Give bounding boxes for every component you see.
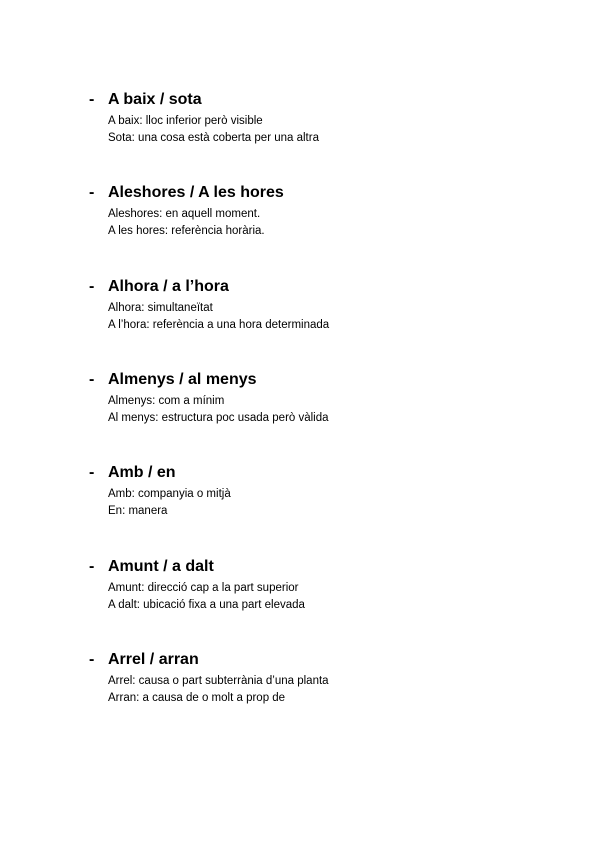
entry-title: Almenys / al menys <box>108 371 257 388</box>
definition-line: Almenys: com a mínim <box>108 395 225 407</box>
definitions <box>108 300 329 333</box>
entry-heading <box>0 89 600 111</box>
entry-title: Alhora / a l’hora <box>108 278 229 295</box>
entry-heading <box>0 462 600 484</box>
definitions <box>108 206 265 239</box>
entry-title: A baix / sota <box>108 91 202 108</box>
bullet-dash: - <box>89 558 95 575</box>
entry-title: Arrel / arran <box>108 651 199 668</box>
entry-a-baix <box>0 89 600 144</box>
definition-line: Amunt: direcció cap a la part superior <box>108 582 299 594</box>
entry-title: Aleshores / A les hores <box>108 184 284 201</box>
entry-heading <box>0 276 600 298</box>
entry-title: Amunt / a dalt <box>108 558 214 575</box>
entry-heading <box>0 556 600 578</box>
definition-line: A les hores: referència horària. <box>108 224 265 237</box>
definitions <box>108 393 329 426</box>
definitions <box>108 673 329 706</box>
entry-amunt <box>0 556 600 611</box>
definition-line: Amb: companyia o mitjà <box>108 488 231 500</box>
entry-aleshores <box>0 182 600 237</box>
bullet-dash: - <box>89 371 95 388</box>
definition-line: En: manera <box>108 504 168 517</box>
definition-line: Arrel: causa o part subterrània d’una planta <box>108 675 329 687</box>
bullet-dash: - <box>89 464 95 481</box>
bullet-dash: - <box>89 278 95 295</box>
definitions <box>108 486 231 519</box>
definition-line: Aleshores: en aquell moment. <box>108 208 261 220</box>
entry-heading <box>0 649 600 671</box>
definition-line: A dalt: ubicació fixa a una part elevada <box>108 598 305 611</box>
entry-arrel <box>0 649 600 704</box>
entry-almenys <box>0 369 600 424</box>
entry-title: Amb / en <box>108 464 176 481</box>
bullet-dash: - <box>89 184 95 201</box>
definitions <box>108 580 305 613</box>
definition-line: A l’hora: referència a una hora determinada <box>108 318 330 331</box>
bullet-dash: - <box>89 651 95 668</box>
definition-line: Sota: una cosa està coberta per una altra <box>108 131 319 144</box>
definition-line: Arran: a causa de o molt a prop de <box>108 691 286 704</box>
definition-line: Al menys: estructura poc usada però vàlida <box>108 411 329 424</box>
definition-line: A baix: lloc inferior però visible <box>108 115 263 127</box>
entry-heading <box>0 369 600 391</box>
bullet-dash: - <box>89 91 95 108</box>
entry-alhora <box>0 276 600 331</box>
definitions <box>108 113 319 146</box>
entry-amb <box>0 462 600 517</box>
entry-heading <box>0 182 600 204</box>
definition-line: Alhora: simultaneïtat <box>108 302 213 314</box>
